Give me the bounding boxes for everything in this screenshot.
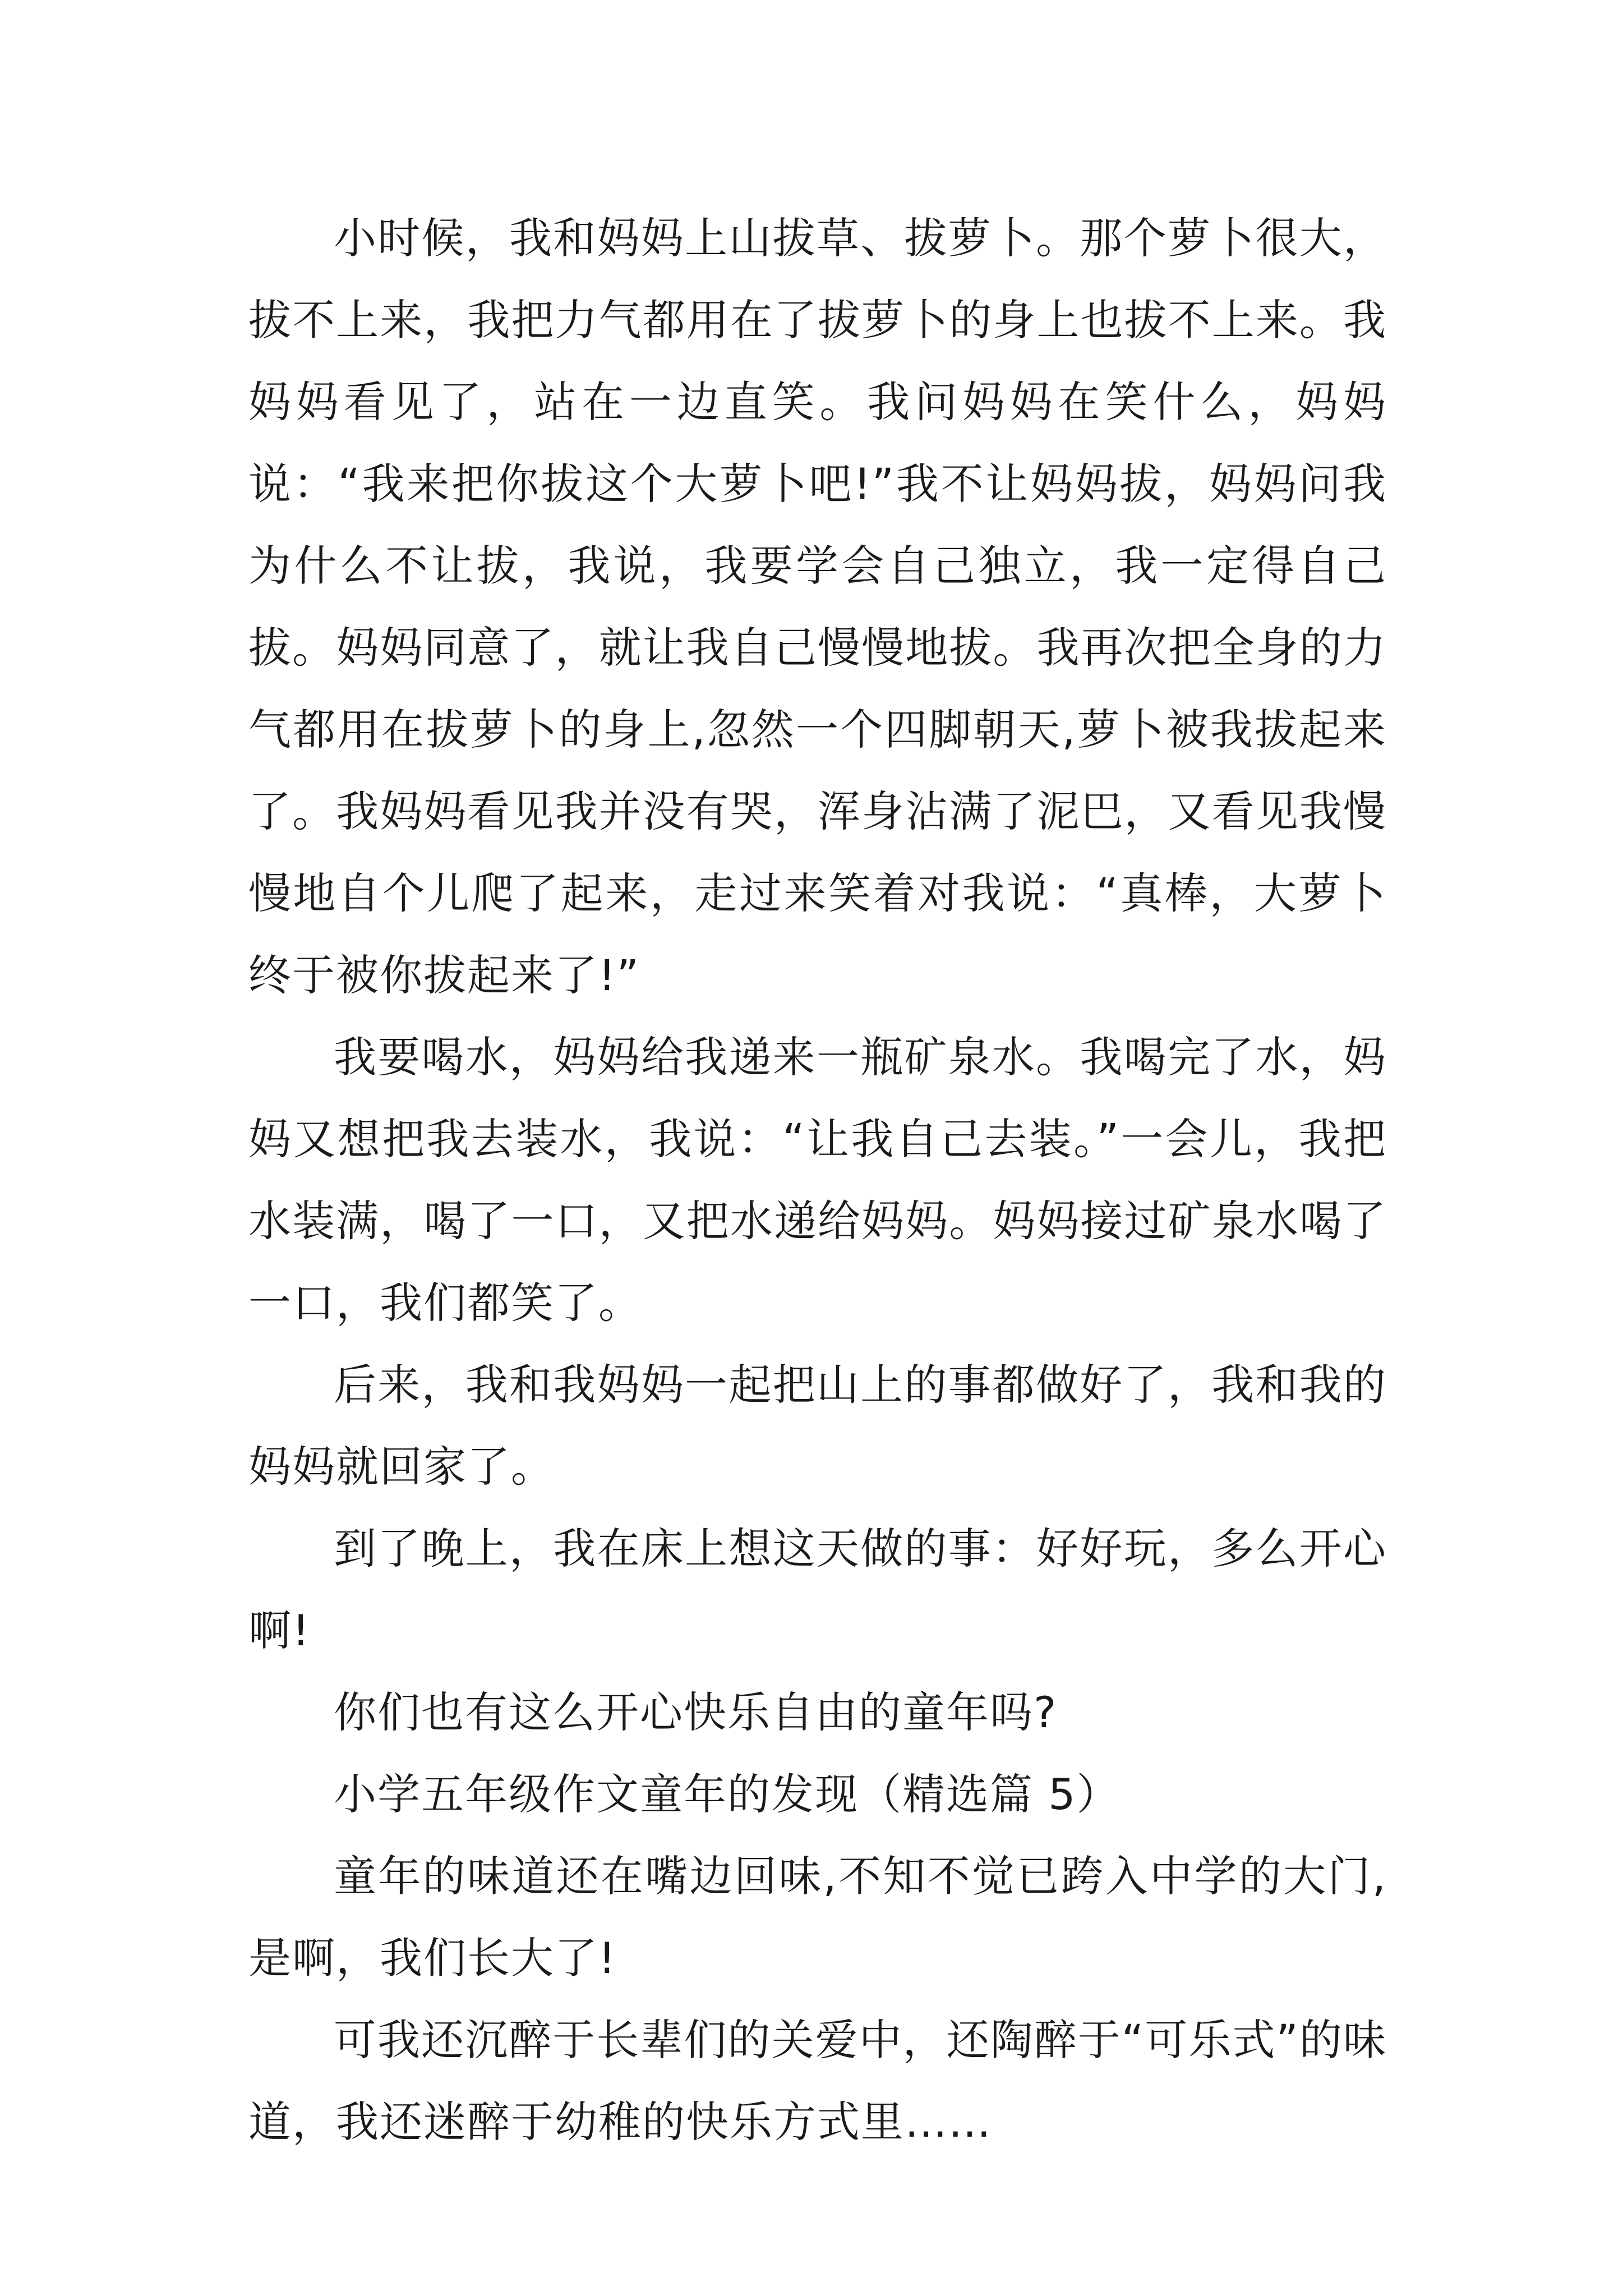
paragraph: 我要喝水，妈妈给我递来一瓶矿泉水。我喝完了水，妈妈又想把我去装水，我说：“让我自己去装。”一会儿，我把水装满，喝了一口，又把水递给妈妈。妈妈接过矿泉水喝了一口，我们都笑了。 (248, 1032, 1387, 1328)
paragraph: 童年的味道还在嘴边回味,不知不觉已跨入中学的大门,是啊，我们长大了! (248, 1851, 1387, 1983)
document-body (248, 197, 1387, 2163)
paragraph: 到了晚上，我在床上想这天做的事：好好玩，多么开心啊! (248, 1524, 1387, 1655)
paragraph: 后来，我和我妈妈一起把山上的事都做好了，我和我的妈妈就回家了。 (248, 1360, 1387, 1492)
paragraph: 你们也有这么开心快乐自由的童年吗? (334, 1687, 1058, 1737)
paragraph: 小时候，我和妈妈上山拔草、拔萝卜。那个萝卜很大，拔不上来，我把力气都用在了拔萝卜的身上也拔不上来。我妈妈看见了，站在一边直笑。我问妈妈在笑什么，妈妈说：“我来把你拔这个大萝卜吧!”我不让妈妈拔，妈妈问我为什么不让拔，我说，我要学会自己独立，我一定得自己拔。妈妈同意了，就让我自己慢慢地拔。我再次把全身的力气都用在拔萝卜的身上,忽然一个四脚朝天,萝卜被我拔起来了。我妈妈看见我并没有哭，浑身沾满了泥巴，又看见我慢慢地自个儿爬了起来，走过来笑着对我说：“真棒，大萝卜终于被你拔起来了!” (248, 213, 1387, 1000)
paragraph: 可我还沉醉于长辈们的关爱中，还陶醉于“可乐式”的味道，我还迷醉于幼稚的快乐方式里…… (248, 2015, 1387, 2147)
section-heading: 小学五年级作文童年的发现（精选篇 5） (334, 1769, 1121, 1819)
